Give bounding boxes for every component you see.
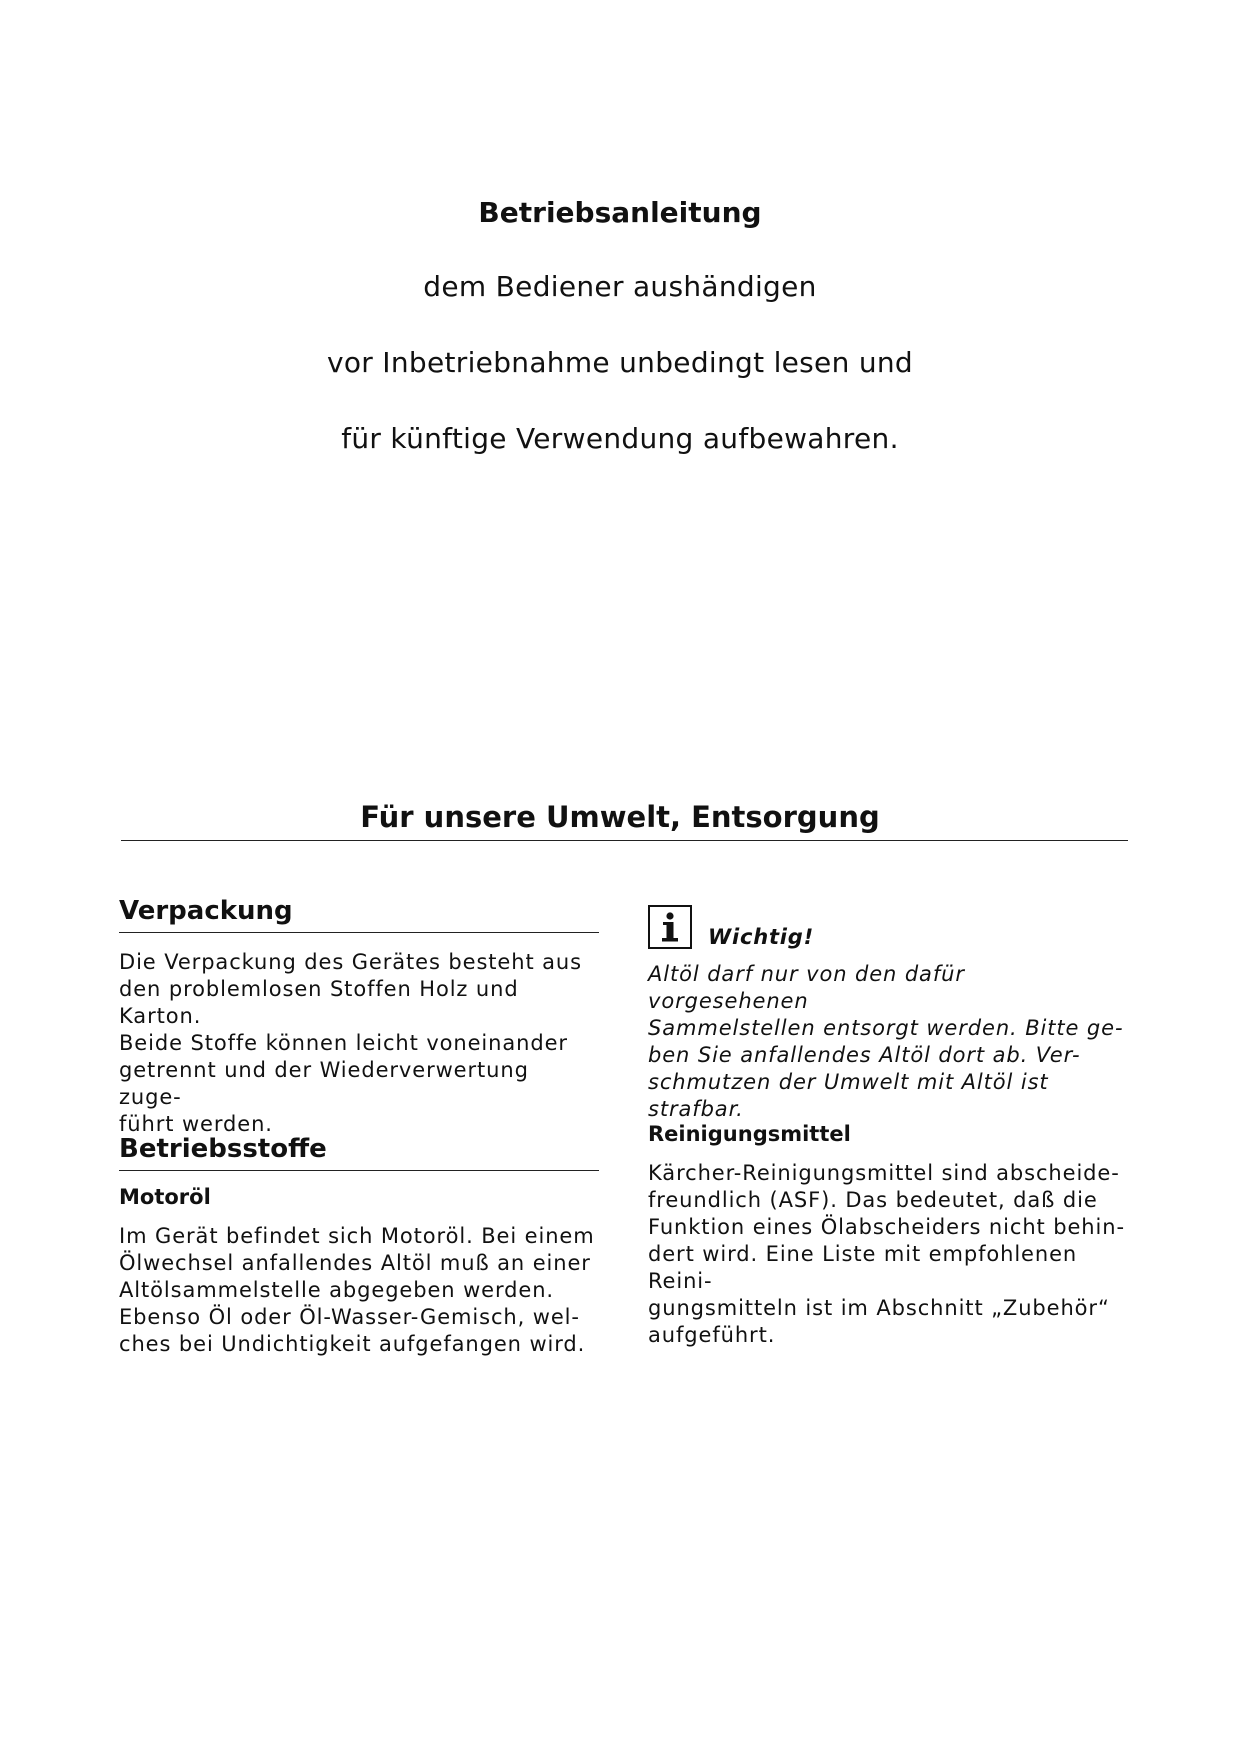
verpackung-heading: Verpackung [119,896,293,926]
betriebsstoffe-block [119,1134,599,1358]
motoroel-heading: Motoröl [119,1185,211,1209]
reinigungsmittel-block [648,1122,1128,1349]
document-title: Betriebsanleitung [478,196,762,229]
motoroel-text [119,1223,599,1358]
wichtig-line: Sammelstellen entsorgt werden. Bitte ge- [648,1016,1124,1040]
motoroel-line: ches bei Undichtigkeit aufgefangen wird. [119,1332,586,1356]
verpackung-text [119,949,599,1138]
reinigungsmittel-heading: Reinigungsmittel [648,1122,851,1146]
verpackung-divider [119,932,599,933]
info-icon [648,905,692,949]
reinigungsmittel-line: Funktion eines Ölabscheiders nicht behin- [648,1215,1125,1239]
motoroel-line: Ölwechsel anfallendes Altöl muß an einer [119,1251,591,1275]
reinigungsmittel-line: aufgeführt. [648,1323,776,1347]
verpackung-line: getrennt und der Wiederverwertung zuge- [119,1058,529,1109]
wichtig-line: ben Sie anfallendes Altöl dort ab. Ver- [648,1043,1081,1067]
verpackung-line: den problemlosen Stoffen Holz und Karton. [119,977,519,1028]
intro-line-2: vor Inbetriebnahme unbedingt lesen und [326,346,913,379]
intro-line-1: dem Bediener aushändigen [423,270,817,303]
reinigungsmittel-line: gungsmitteln ist im Abschnitt „Zubehör“ [648,1296,1110,1320]
motoroel-line: Ebenso Öl oder Öl-Wasser-Gemisch, wel- [119,1305,580,1329]
wichtig-label: Wichtig! [708,925,815,949]
verpackung-line: Die Verpackung des Gerätes besteht aus [119,950,582,974]
verpackung-line: Beide Stoffe können leicht voneinander [119,1031,568,1055]
reinigungsmittel-line: Kärcher-Reinigungsmittel sind abscheide- [648,1161,1120,1185]
verpackung-line: führt werden. [119,1112,273,1136]
wichtig-line: schmutzen der Umwelt mit Altöl ist strafbar. [648,1070,1049,1121]
verpackung-block [119,896,599,1138]
wichtig-text [648,961,1128,1123]
reinigungsmittel-line: freundlich (ASF). Das bedeutet, daß die [648,1188,1098,1212]
section-title: Für unsere Umwelt, Entsorgung [360,800,880,834]
motoroel-line: Im Gerät befindet sich Motoröl. Bei einem [119,1224,595,1248]
section-divider [121,840,1128,841]
reinigungsmittel-text [648,1160,1128,1349]
betriebsstoffe-heading: Betriebsstoffe [119,1134,327,1164]
motoroel-line: Altölsammelstelle abgegeben werden. [119,1278,554,1302]
wichtig-line: Altöl darf nur von den dafür vorgesehenen [648,962,965,1013]
intro-line-3: für künftige Verwendung aufbewahren. [341,422,899,455]
betriebsstoffe-divider [119,1170,599,1171]
reinigungsmittel-line: dert wird. Eine Liste mit empfohlenen Reini- [648,1242,1078,1293]
